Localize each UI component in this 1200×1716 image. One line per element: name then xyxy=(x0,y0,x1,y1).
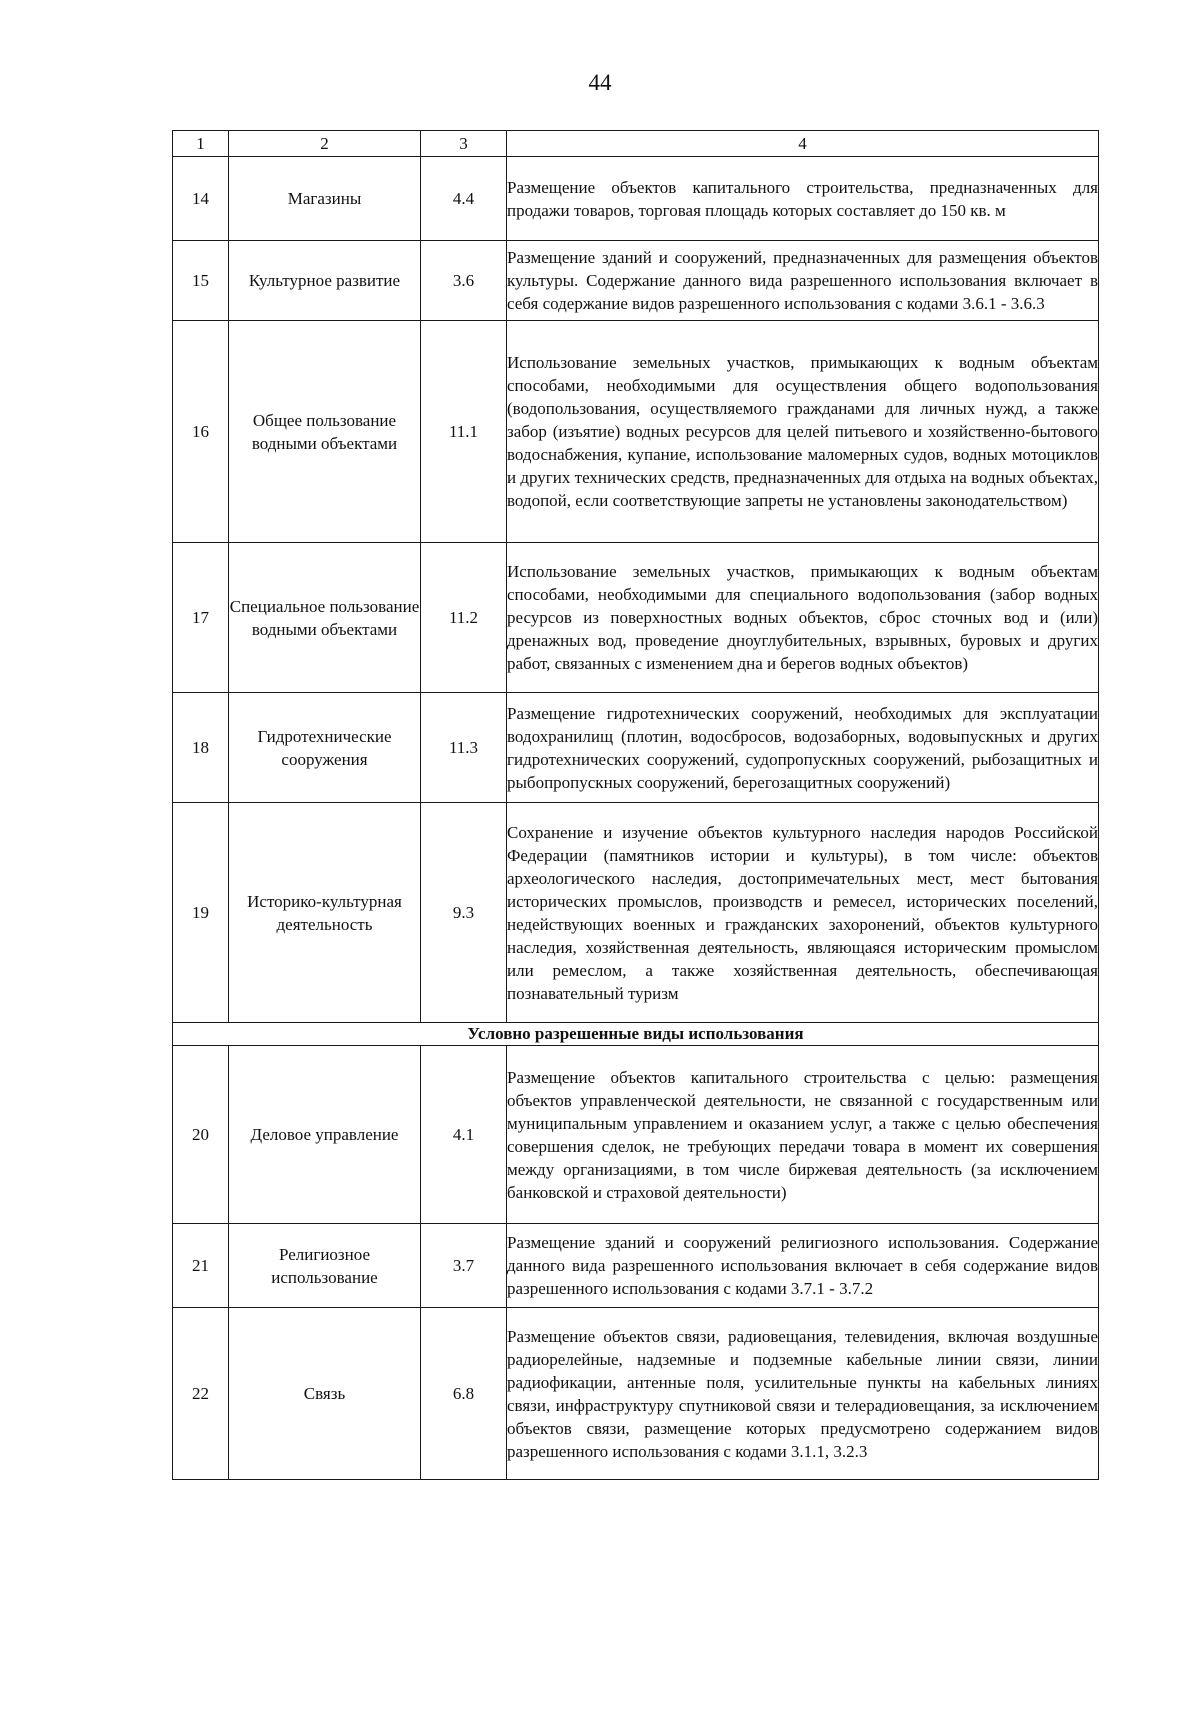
land-use-code: 11.2 xyxy=(421,543,507,693)
land-use-description: Размещение объектов капитального строительства, предназначенных для продажи товаров, торговая площадь которых составляет до 150 кв. м xyxy=(507,157,1099,241)
land-use-code: 6.8 xyxy=(421,1308,507,1480)
column-header: 1 xyxy=(173,131,229,157)
row-number: 21 xyxy=(173,1224,229,1308)
table-row xyxy=(173,803,1099,1023)
section-title: Условно разрешенные виды использования xyxy=(173,1023,1099,1046)
row-number: 18 xyxy=(173,693,229,803)
row-number: 22 xyxy=(173,1308,229,1480)
page-number: 44 xyxy=(588,70,612,95)
land-use-code: 4.1 xyxy=(421,1046,507,1224)
land-use-name: Гидротехнические сооружения xyxy=(229,693,421,803)
land-use-description: Размещение объектов капитального строительства с целью: размещения объектов управленческой деятельности, не связанной с государственным или муниципальным управлением и оказанием услуг, а также с целью обеспечения совершения сделок, не требующих передачи товара в момент их совершения между организациями, в том числе биржевая деятельность (за исключением банковской и страховой деятельности) xyxy=(507,1046,1099,1224)
land-use-code: 3.7 xyxy=(421,1224,507,1308)
land-use-name: Культурное развитие xyxy=(229,241,421,321)
table-row xyxy=(173,157,1099,241)
table-row xyxy=(173,241,1099,321)
land-use-description: Размещение гидротехнических сооружений, необходимых для эксплуатации водохранилищ (плотин, водосбросов, водозаборных, водовыпускных и других гидротехнических сооружений, судопропускных сооружений, рыбозащитных и рыбопропускных сооружений, берегозащитных сооружений) xyxy=(507,693,1099,803)
column-header: 3 xyxy=(421,131,507,157)
land-use-name: Общее пользование водными объектами xyxy=(229,321,421,543)
land-use-name: Историко-культурная деятельность xyxy=(229,803,421,1023)
land-use-code: 11.3 xyxy=(421,693,507,803)
table-row xyxy=(173,1224,1099,1308)
table-body xyxy=(173,131,1099,1480)
land-use-code: 9.3 xyxy=(421,803,507,1023)
column-header: 4 xyxy=(507,131,1099,157)
land-use-name: Магазины xyxy=(229,157,421,241)
land-use-name: Связь xyxy=(229,1308,421,1480)
land-use-code: 11.1 xyxy=(421,321,507,543)
row-number: 17 xyxy=(173,543,229,693)
land-use-table xyxy=(172,130,1099,1480)
land-use-description: Использование земельных участков, примыкающих к водным объектам способами, необходимыми для осуществления общего водопользования (водопользования, осуществляемого гражданами для личных нужд, а также забор (изъятие) водных ресурсов для целей питьевого и хозяйственно-бытового водоснабжения, купание, использование маломерных судов, водных мотоциклов и других технических средств, предназначенных для отдыха на водных объектах, водопой, если соответствующие запреты не установлены законодательством) xyxy=(507,321,1099,543)
land-use-description: Размещение зданий и сооружений, предназначенных для размещения объектов культуры. Содержание данного вида разрешенного использования включает в себя содержание видов разрешенного использования с кодами 3.6.1 - 3.6.3 xyxy=(507,241,1099,321)
land-use-name: Деловое управление xyxy=(229,1046,421,1224)
row-number: 20 xyxy=(173,1046,229,1224)
land-use-name: Специальное пользование водными объектами xyxy=(229,543,421,693)
land-use-name: Религиозное использование xyxy=(229,1224,421,1308)
land-use-description: Размещение зданий и сооружений религиозного использования. Содержание данного вида разрешенного использования включает в себя содержание видов разрешенного использования с кодами 3.7.1 - 3.7.2 xyxy=(507,1224,1099,1308)
table-row xyxy=(173,543,1099,693)
table-row xyxy=(173,321,1099,543)
table-row xyxy=(173,693,1099,803)
table-header-row xyxy=(173,131,1099,157)
land-use-description: Использование земельных участков, примыкающих к водным объектам способами, необходимыми для специального водопользования (забор водных ресурсов из поверхностных водных объектов, сброс сточных вод и (или) дренажных вод, проведение дноуглубительных, взрывных, буровых и других работ, связанных с изменением дна и берегов водных объектов) xyxy=(507,543,1099,693)
row-number: 19 xyxy=(173,803,229,1023)
section-row xyxy=(173,1023,1099,1046)
row-number: 15 xyxy=(173,241,229,321)
row-number: 14 xyxy=(173,157,229,241)
column-header: 2 xyxy=(229,131,421,157)
land-use-code: 3.6 xyxy=(421,241,507,321)
land-use-description: Размещение объектов связи, радиовещания, телевидения, включая воздушные радиорелейные, надземные и подземные кабельные линии связи, линии радиофикации, антенные поля, усилительные пункты на кабельных линиях связи, инфраструктуру спутниковой связи и телерадиовещания, за исключением объектов связи, размещение которых предусмотрено содержанием видов разрешенного использования с кодами 3.1.1, 3.2.3 xyxy=(507,1308,1099,1480)
land-use-code: 4.4 xyxy=(421,157,507,241)
table-row xyxy=(173,1046,1099,1224)
table-row xyxy=(173,1308,1099,1480)
row-number: 16 xyxy=(173,321,229,543)
land-use-description: Сохранение и изучение объектов культурного наследия народов Российской Федерации (памятников истории и культуры), в том числе: объектов археологического наследия, достопримечательных мест, мест бытования исторических промыслов, производств и ремесел, исторических поселений, недействующих военных и гражданских захоронений, объектов культурного наследия, хозяйственная деятельность, являющаяся историческим промыслом или ремеслом, а также хозяйственная деятельность, обеспечивающая познавательный туризм xyxy=(507,803,1099,1023)
